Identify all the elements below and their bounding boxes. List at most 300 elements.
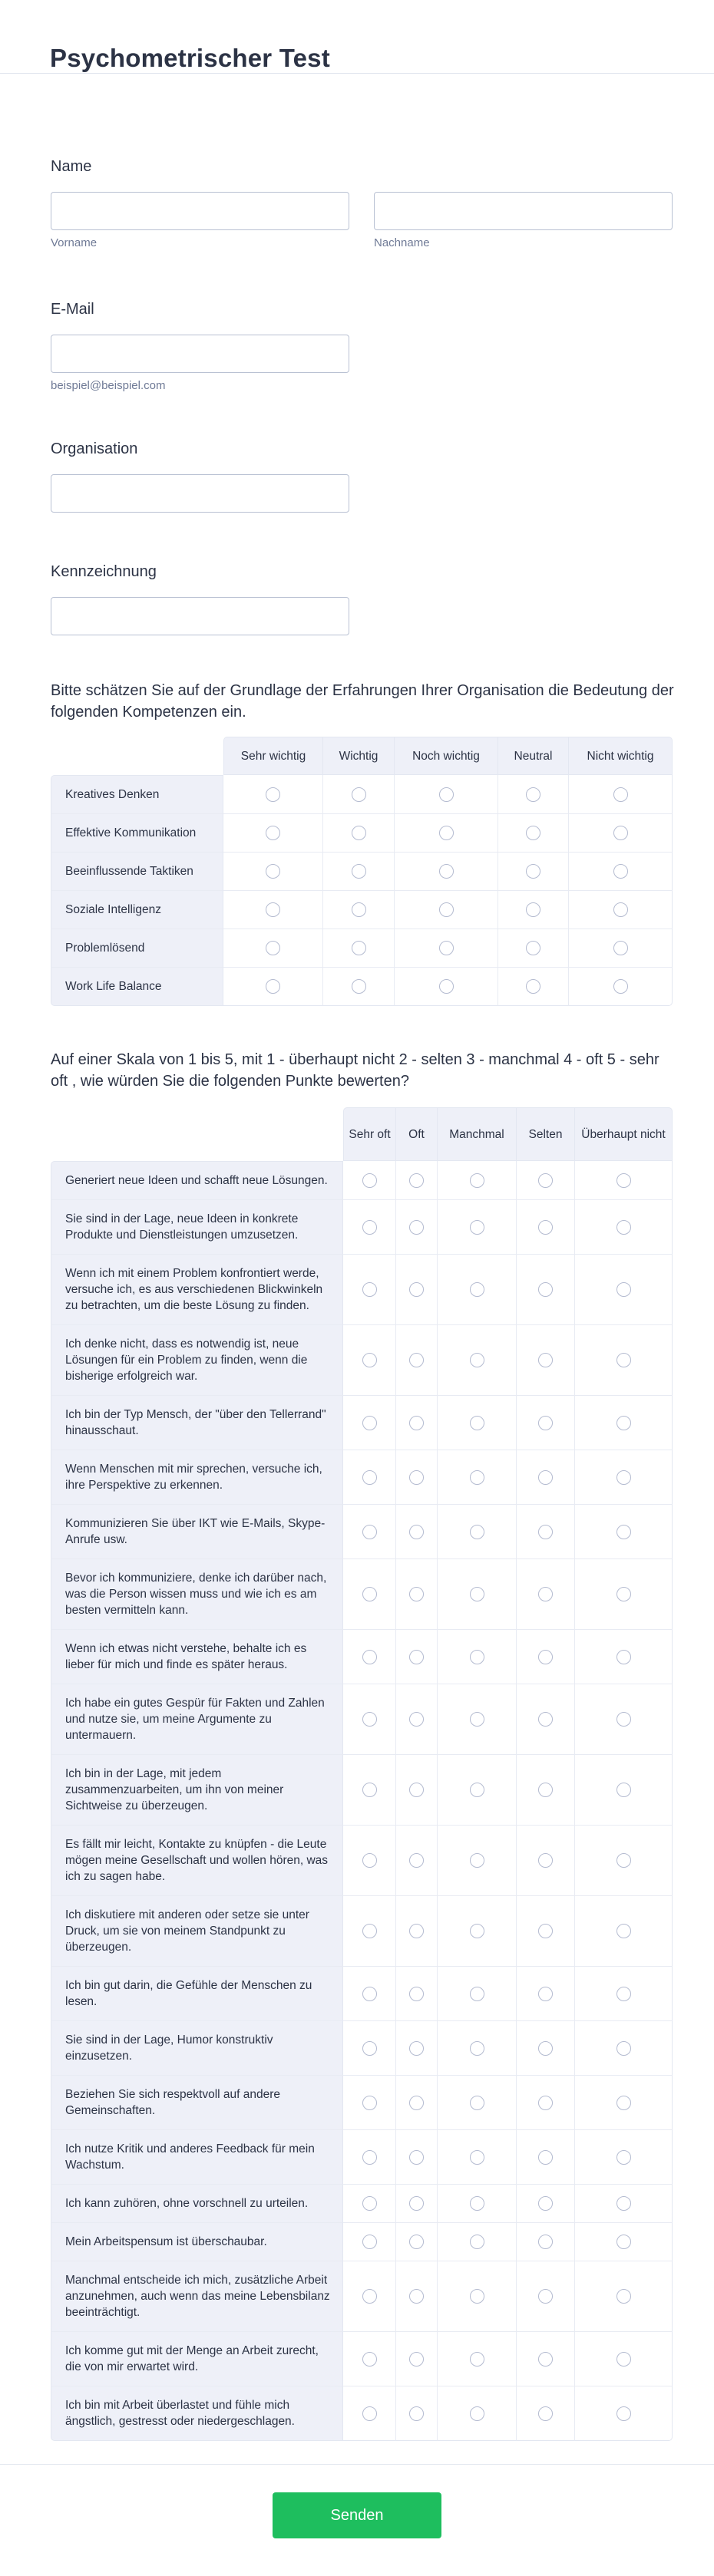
matrix-column-header: Selten <box>517 1107 575 1161</box>
radio-button[interactable] <box>616 1220 631 1235</box>
radio-button[interactable] <box>616 2289 631 2304</box>
matrix-cell <box>517 2223 575 2261</box>
matrix-row-label: Beziehen Sie sich respektvoll auf andere Gemeinschaften. <box>51 2076 343 2130</box>
radio-button[interactable] <box>266 941 280 955</box>
matrix-cell <box>575 1396 673 1450</box>
matrix-cell <box>396 2261 438 2332</box>
matrix-cell <box>517 2185 575 2223</box>
radio-button[interactable] <box>538 1783 553 1797</box>
radio-button[interactable] <box>362 1924 377 1938</box>
matrix-cell <box>343 1755 396 1826</box>
matrix-cell <box>223 775 323 814</box>
matrix-row-label: Beeinflussende Taktiken <box>51 853 223 891</box>
matrix-cell <box>498 929 569 968</box>
radio-button[interactable] <box>613 902 628 917</box>
radio-button[interactable] <box>362 1282 377 1297</box>
radio-button[interactable] <box>362 2235 377 2249</box>
radio-button[interactable] <box>616 2196 631 2211</box>
matrix-row <box>51 853 673 891</box>
matrix-cell <box>517 1255 575 1325</box>
radio-button[interactable] <box>409 2235 424 2249</box>
matrix-cell <box>517 2332 575 2386</box>
radio-button[interactable] <box>616 1712 631 1727</box>
radio-button[interactable] <box>362 1712 377 1727</box>
radio-button[interactable] <box>616 1650 631 1664</box>
radio-button[interactable] <box>538 1282 553 1297</box>
matrix-cell <box>517 2261 575 2332</box>
matrix-cell <box>323 853 395 891</box>
radio-button[interactable] <box>616 1416 631 1430</box>
matrix-cell <box>343 1325 396 1396</box>
matrix-cell <box>569 929 673 968</box>
radio-button[interactable] <box>616 2096 631 2110</box>
matrix-row <box>51 2021 673 2076</box>
matrix-cell <box>438 1896 517 1967</box>
matrix-cell <box>517 1896 575 1967</box>
matrix-cell <box>498 814 569 853</box>
matrix-cell <box>396 1161 438 1200</box>
radio-button[interactable] <box>409 1987 424 2001</box>
radio-button[interactable] <box>362 1783 377 1797</box>
matrix-cell <box>575 2076 673 2130</box>
radio-button[interactable] <box>470 1712 484 1727</box>
page-title: Psychometrischer Test <box>50 44 330 72</box>
matrix-cell <box>569 814 673 853</box>
matrix-cell <box>343 1896 396 1967</box>
matrix-cell <box>575 2386 673 2441</box>
radio-button[interactable] <box>439 941 454 955</box>
matrix-cell <box>343 1505 396 1559</box>
matrix-cell <box>396 1505 438 1559</box>
matrix-cell <box>223 891 323 929</box>
matrix-row <box>51 2386 673 2441</box>
matrix-cell <box>343 1826 396 1896</box>
radio-button[interactable] <box>538 2096 553 2110</box>
radio-button[interactable] <box>409 1416 424 1430</box>
matrix-cell <box>575 1325 673 1396</box>
matrix-row <box>51 1450 673 1505</box>
radio-button[interactable] <box>470 1650 484 1664</box>
matrix-cell <box>498 853 569 891</box>
radio-button[interactable] <box>538 2235 553 2249</box>
submit-button[interactable]: Senden <box>273 2492 441 2538</box>
matrix-row-label: Wenn Menschen mit mir sprechen, versuche ich, ihre Perspektive zu erkennen. <box>51 1450 343 1505</box>
matrix-row-label: Wenn ich mit einem Problem konfrontiert werde, versuche ich, es aus verschiedenen Blickwinkeln zu betrachten, um die beste Lösung zu finden. <box>51 1255 343 1325</box>
matrix-cell <box>569 968 673 1006</box>
matrix-row <box>51 891 673 929</box>
last-name-sublabel: Nachname <box>374 236 430 249</box>
matrix-row <box>51 2076 673 2130</box>
radio-button[interactable] <box>538 1220 553 1235</box>
matrix-row <box>51 1505 673 1559</box>
last-name-subfield <box>374 192 673 250</box>
radio-button[interactable] <box>470 1987 484 2001</box>
radio-button[interactable] <box>538 1853 553 1868</box>
matrix-cell <box>223 814 323 853</box>
organisation-input[interactable] <box>51 474 349 513</box>
radio-button[interactable] <box>616 1353 631 1367</box>
radio-button[interactable] <box>538 2406 553 2421</box>
matrix-cell <box>343 1255 396 1325</box>
matrix-cell <box>438 2185 517 2223</box>
matrix-row <box>51 1630 673 1684</box>
radio-button[interactable] <box>616 2235 631 2249</box>
radio-button[interactable] <box>470 2406 484 2421</box>
radio-button[interactable] <box>409 1853 424 1868</box>
matrix-cell <box>223 968 323 1006</box>
radio-button[interactable] <box>362 1650 377 1664</box>
radio-button[interactable] <box>470 2041 484 2056</box>
radio-button[interactable] <box>352 826 366 840</box>
radio-button[interactable] <box>409 2096 424 2110</box>
matrix-cell <box>575 2261 673 2332</box>
radio-button[interactable] <box>409 1783 424 1797</box>
radio-button[interactable] <box>526 979 540 994</box>
radio-button[interactable] <box>538 1173 553 1188</box>
matrix-cell <box>517 1325 575 1396</box>
radio-button[interactable] <box>616 2406 631 2421</box>
radio-button[interactable] <box>470 1924 484 1938</box>
radio-button[interactable] <box>470 2289 484 2304</box>
matrix-cell <box>343 2332 396 2386</box>
matrix-cell <box>438 1559 517 1630</box>
matrix-header-row <box>51 737 673 775</box>
radio-button[interactable] <box>538 1416 553 1430</box>
matrix-cell <box>498 891 569 929</box>
radio-button[interactable] <box>538 2289 553 2304</box>
radio-button[interactable] <box>616 2041 631 2056</box>
matrix-cell <box>438 1255 517 1325</box>
matrix-row <box>51 2185 673 2223</box>
radio-button[interactable] <box>352 864 366 879</box>
radio-button[interactable] <box>409 2196 424 2211</box>
matrix-cell <box>575 1755 673 1826</box>
matrix-row-label: Ich habe ein gutes Gespür für Fakten und Zahlen und nutze sie, um meine Argumente zu untermauern. <box>51 1684 343 1755</box>
radio-button[interactable] <box>352 941 366 955</box>
radio-button[interactable] <box>613 941 628 955</box>
first-name-subfield <box>51 192 349 250</box>
radio-button[interactable] <box>362 2406 377 2421</box>
radio-button[interactable] <box>470 1525 484 1539</box>
radio-button[interactable] <box>362 1525 377 1539</box>
radio-button[interactable] <box>470 2196 484 2211</box>
matrix-cell <box>575 2223 673 2261</box>
radio-button[interactable] <box>526 902 540 917</box>
radio-button[interactable] <box>470 1353 484 1367</box>
matrix-row-label: Es fällt mir leicht, Kontakte zu knüpfen - die Leute mögen meine Gesellschaft und wollen hören, was ich zu sagen habe. <box>51 1826 343 1896</box>
matrix-cell <box>396 2076 438 2130</box>
matrix-cell <box>438 2076 517 2130</box>
matrix-cell <box>575 1630 673 1684</box>
radio-button[interactable] <box>538 1987 553 2001</box>
matrix-row-label: Sie sind in der Lage, Humor konstruktiv einzusetzen. <box>51 2021 343 2076</box>
name-input-row <box>51 192 674 250</box>
name-label: Name <box>51 158 92 175</box>
importance-matrix-question: Bitte schätzen Sie auf der Grundlage der Erfahrungen Ihrer Organisation die Bedeutung der folgenden Kompetenzen ein. <box>51 682 674 721</box>
matrix-cell <box>395 775 498 814</box>
matrix-cell <box>438 1161 517 1200</box>
matrix-cell <box>395 968 498 1006</box>
matrix-cell <box>438 1826 517 1896</box>
matrix-cell <box>438 2130 517 2185</box>
radio-button[interactable] <box>362 2096 377 2110</box>
importance-matrix <box>51 737 673 1006</box>
matrix-cell <box>343 2076 396 2130</box>
matrix-column-header: Überhaupt nicht <box>575 1107 673 1161</box>
matrix-cell <box>517 1161 575 1200</box>
matrix-row <box>51 1896 673 1967</box>
radio-button[interactable] <box>538 2041 553 2056</box>
field-organisation <box>51 439 674 513</box>
field-kennzeichnung <box>51 562 674 635</box>
matrix-cell <box>343 2386 396 2441</box>
radio-button[interactable] <box>470 1282 484 1297</box>
radio-button[interactable] <box>526 941 540 955</box>
matrix-cell <box>569 853 673 891</box>
matrix-row-label: Sie sind in der Lage, neue Ideen in konkrete Produkte und Dienstleistungen umzusetzen. <box>51 1200 343 1255</box>
matrix-cell <box>323 891 395 929</box>
matrix-cell <box>396 2386 438 2441</box>
matrix-cell <box>343 1559 396 1630</box>
radio-button[interactable] <box>616 1783 631 1797</box>
matrix-cell <box>517 2130 575 2185</box>
radio-button[interactable] <box>362 2289 377 2304</box>
matrix-cell <box>396 1396 438 1450</box>
matrix-cell <box>343 1200 396 1255</box>
radio-button[interactable] <box>362 1416 377 1430</box>
radio-button[interactable] <box>352 902 366 917</box>
radio-button[interactable] <box>470 1587 484 1601</box>
matrix-cell <box>517 1684 575 1755</box>
radio-button[interactable] <box>470 1173 484 1188</box>
matrix-row <box>51 1325 673 1396</box>
radio-button[interactable] <box>409 1525 424 1539</box>
radio-button[interactable] <box>470 1783 484 1797</box>
radio-button[interactable] <box>439 979 454 994</box>
matrix-cell <box>517 1967 575 2021</box>
matrix-cell <box>575 2332 673 2386</box>
radio-button[interactable] <box>470 2352 484 2367</box>
radio-button[interactable] <box>362 1173 377 1188</box>
radio-button[interactable] <box>538 1924 553 1938</box>
matrix-cell <box>396 1967 438 2021</box>
radio-button[interactable] <box>409 1924 424 1938</box>
matrix-cell <box>438 1967 517 2021</box>
kennzeichnung-label: Kennzeichnung <box>51 563 157 580</box>
radio-button[interactable] <box>266 826 280 840</box>
kennzeichnung-input[interactable] <box>51 597 349 635</box>
matrix-cell <box>575 1255 673 1325</box>
matrix-cell <box>517 1200 575 1255</box>
radio-button[interactable] <box>616 1853 631 1868</box>
radio-button[interactable] <box>362 2196 377 2211</box>
radio-button[interactable] <box>439 864 454 879</box>
radio-button[interactable] <box>352 787 366 802</box>
matrix-cell <box>575 2021 673 2076</box>
matrix-cell <box>517 1826 575 1896</box>
radio-button[interactable] <box>526 826 540 840</box>
radio-button[interactable] <box>439 787 454 802</box>
radio-button[interactable] <box>409 2352 424 2367</box>
email-label: E-Mail <box>51 301 94 318</box>
radio-button[interactable] <box>470 2096 484 2110</box>
matrix-cell <box>438 1505 517 1559</box>
matrix-row <box>51 1967 673 2021</box>
matrix-row-label: Ich komme gut mit der Menge an Arbeit zurecht, die von mir erwartet wird. <box>51 2332 343 2386</box>
radio-button[interactable] <box>538 1587 553 1601</box>
radio-button[interactable] <box>362 1853 377 1868</box>
radio-button[interactable] <box>362 1987 377 2001</box>
radio-button[interactable] <box>266 787 280 802</box>
radio-button[interactable] <box>616 1470 631 1485</box>
radio-button[interactable] <box>616 2150 631 2165</box>
matrix-cell <box>323 775 395 814</box>
matrix-column-header: Sehr oft <box>343 1107 396 1161</box>
radio-button[interactable] <box>613 979 628 994</box>
radio-button[interactable] <box>616 1173 631 1188</box>
matrix-row <box>51 2332 673 2386</box>
radio-button[interactable] <box>352 979 366 994</box>
matrix-cell <box>343 1161 396 1200</box>
radio-button[interactable] <box>613 787 628 802</box>
first-name-input[interactable] <box>51 192 349 230</box>
matrix-row-label: Generiert neue Ideen und schafft neue Lösungen. <box>51 1161 343 1200</box>
matrix-cell <box>517 1450 575 1505</box>
radio-button[interactable] <box>470 1416 484 1430</box>
matrix-cell <box>438 1630 517 1684</box>
matrix-cell <box>396 2332 438 2386</box>
organisation-label: Organisation <box>51 440 138 457</box>
matrix-cell <box>575 1896 673 1967</box>
radio-button[interactable] <box>409 1353 424 1367</box>
radio-button[interactable] <box>616 2352 631 2367</box>
matrix-cell <box>396 1630 438 1684</box>
radio-button[interactable] <box>409 2289 424 2304</box>
radio-button[interactable] <box>409 1587 424 1601</box>
radio-button[interactable] <box>362 1353 377 1367</box>
last-name-input[interactable] <box>374 192 673 230</box>
radio-button[interactable] <box>613 826 628 840</box>
matrix-row <box>51 968 673 1006</box>
radio-button[interactable] <box>439 902 454 917</box>
radio-button[interactable] <box>362 1470 377 1485</box>
radio-button[interactable] <box>362 1220 377 1235</box>
matrix-cell <box>396 1255 438 1325</box>
radio-button[interactable] <box>613 864 628 879</box>
radio-button[interactable] <box>616 1525 631 1539</box>
matrix-row-label: Kommunizieren Sie über IKT wie E-Mails, Skype-Anrufe usw. <box>51 1505 343 1559</box>
matrix-cell <box>223 929 323 968</box>
matrix-cell <box>343 2130 396 2185</box>
radio-button[interactable] <box>409 1282 424 1297</box>
radio-button[interactable] <box>470 1220 484 1235</box>
radio-button[interactable] <box>470 2235 484 2249</box>
radio-button[interactable] <box>409 2150 424 2165</box>
radio-button[interactable] <box>538 2150 553 2165</box>
email-input[interactable] <box>51 335 349 373</box>
matrix-cell <box>438 2332 517 2386</box>
radio-button[interactable] <box>266 864 280 879</box>
matrix-row <box>51 2130 673 2185</box>
matrix-column-header: Nicht wichtig <box>569 737 673 775</box>
radio-button[interactable] <box>409 1220 424 1235</box>
radio-button[interactable] <box>362 2352 377 2367</box>
radio-button[interactable] <box>266 979 280 994</box>
matrix-cell <box>438 2386 517 2441</box>
radio-button[interactable] <box>538 1712 553 1727</box>
radio-button[interactable] <box>409 1173 424 1188</box>
matrix-row-label: Soziale Intelligenz <box>51 891 223 929</box>
matrix-cell <box>575 2185 673 2223</box>
form-body <box>0 157 714 2441</box>
radio-button[interactable] <box>526 864 540 879</box>
matrix-cell <box>575 1505 673 1559</box>
matrix-cell <box>517 1396 575 1450</box>
matrix-row-label: Kreatives Denken <box>51 775 223 814</box>
matrix-cell <box>517 2021 575 2076</box>
radio-button[interactable] <box>409 2041 424 2056</box>
radio-button[interactable] <box>470 1853 484 1868</box>
matrix-column-header: Wichtig <box>323 737 395 775</box>
radio-button[interactable] <box>538 1525 553 1539</box>
radio-button[interactable] <box>362 1587 377 1601</box>
matrix-cell <box>438 1450 517 1505</box>
matrix-row-label: Wenn ich etwas nicht verstehe, behalte ich es lieber für mich und finde es später heraus. <box>51 1630 343 1684</box>
matrix-row-label: Ich denke nicht, dass es notwendig ist, neue Lösungen für ein Problem zu finden, wenn die bisherige erfolgreich war. <box>51 1325 343 1396</box>
radio-button[interactable] <box>362 2150 377 2165</box>
matrix-row <box>51 814 673 853</box>
radio-button[interactable] <box>538 2352 553 2367</box>
matrix-row-label: Bevor ich kommuniziere, denke ich darüber nach, was die Person wissen muss und wie ich es am besten vermitteln kann. <box>51 1559 343 1630</box>
matrix-row-label: Ich diskutiere mit anderen oder setze sie unter Druck, um sie von meinem Standpunkt zu überzeugen. <box>51 1896 343 1967</box>
matrix-cell <box>438 1325 517 1396</box>
radio-button[interactable] <box>409 1712 424 1727</box>
matrix-cell <box>396 1450 438 1505</box>
radio-button[interactable] <box>538 1650 553 1664</box>
matrix-cell <box>396 2223 438 2261</box>
radio-button[interactable] <box>409 1650 424 1664</box>
radio-button[interactable] <box>409 2406 424 2421</box>
radio-button[interactable] <box>616 1587 631 1601</box>
matrix-row <box>51 2223 673 2261</box>
radio-button[interactable] <box>470 1470 484 1485</box>
matrix-column-header: Sehr wichtig <box>223 737 323 775</box>
matrix-column-header: Oft <box>396 1107 438 1161</box>
radio-button[interactable] <box>409 1470 424 1485</box>
matrix-cell <box>343 1684 396 1755</box>
form-footer <box>0 2464 714 2576</box>
radio-button[interactable] <box>526 787 540 802</box>
matrix-cell <box>343 1450 396 1505</box>
radio-button[interactable] <box>616 1987 631 2001</box>
matrix-cell <box>517 2076 575 2130</box>
matrix-cell <box>396 1826 438 1896</box>
radio-button[interactable] <box>616 1924 631 1938</box>
matrix-column-header: Manchmal <box>438 1107 517 1161</box>
radio-button[interactable] <box>616 1282 631 1297</box>
radio-button[interactable] <box>362 2041 377 2056</box>
radio-button[interactable] <box>538 1470 553 1485</box>
radio-button[interactable] <box>470 2150 484 2165</box>
matrix-cell <box>517 1505 575 1559</box>
radio-button[interactable] <box>538 2196 553 2211</box>
matrix-corner-cell <box>51 1107 343 1161</box>
radio-button[interactable] <box>439 826 454 840</box>
radio-button[interactable] <box>538 1353 553 1367</box>
first-name-sublabel: Vorname <box>51 236 98 249</box>
radio-button[interactable] <box>266 902 280 917</box>
matrix-cell <box>396 1684 438 1755</box>
